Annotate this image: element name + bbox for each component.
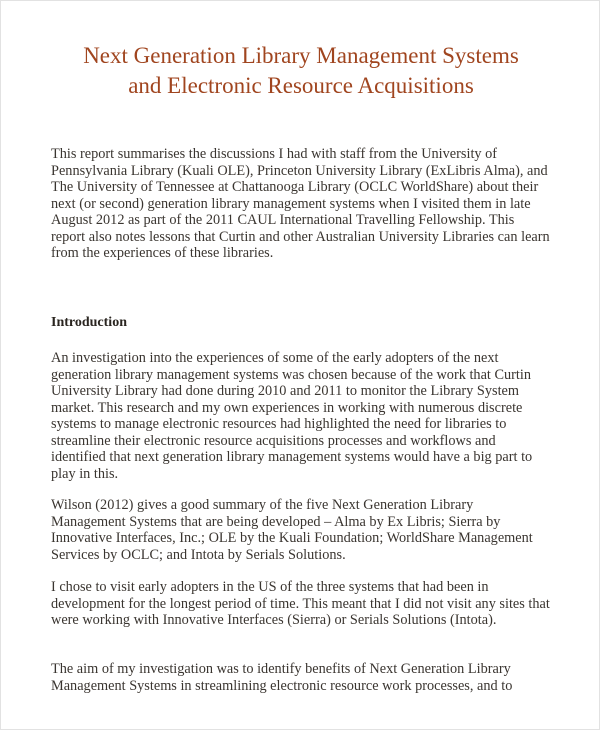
wilson-paragraph: Wilson (2012) gives a good summary of the five Next Generation Library Management Systems that are being developed – Alma by Ex Libris; Sierra by Innovative Interfaces, Inc.; OLE by the Kuali Foundation; WorldShare Management Services by OCLC; and Intota by Serials Solutions. — [51, 497, 533, 563]
title-line-2: and Electronic Resource Acquisitions — [128, 73, 474, 98]
document-title — [1, 41, 600, 101]
aim-paragraph: The aim of my investigation was to identify benefits of Next Generation Library Management Systems in streamlining electronic resource work processes, and to — [51, 661, 513, 694]
section-heading-introduction: Introduction — [51, 315, 127, 330]
intro-paragraph: An investigation into the experiences of some of the early adopters of the next generation library management systems was chosen because of the work that Curtin University Library had done during 2010 and 2011 to monitor the Library System market. This research and my own experiences in working with numerous discrete systems to manage electronic resources had highlighted the need for libraries to streamline their electronic resource acquisitions processes and workflows and identified that next generation library management systems would have a big part to play in this. — [51, 350, 533, 482]
title-line-1: Next Generation Library Management Systems — [83, 43, 519, 68]
site-choice-paragraph: I chose to visit early adopters in the US of the three systems that had been in development for the longest period of time. This meant that I did not visit any sites that were working with Innovative Interfaces (Sierra) or Serials Solutions (Intota). — [51, 579, 550, 628]
summary-paragraph: This report summarises the discussions I had with staff from the University of Pennsylvania Library (Kuali OLE), Princeton University Library (ExLibris Alma), and The University of Tennessee at Chattanooga Library (OCLC WorldShare) about their next (or second) generation library management systems when I visited them in late August 2012 as part of the 2011 CAUL International Travelling Fellowship. This report also notes lessons that Curtin and other Australian University Libraries can learn from the experiences of these libraries. — [51, 146, 550, 261]
